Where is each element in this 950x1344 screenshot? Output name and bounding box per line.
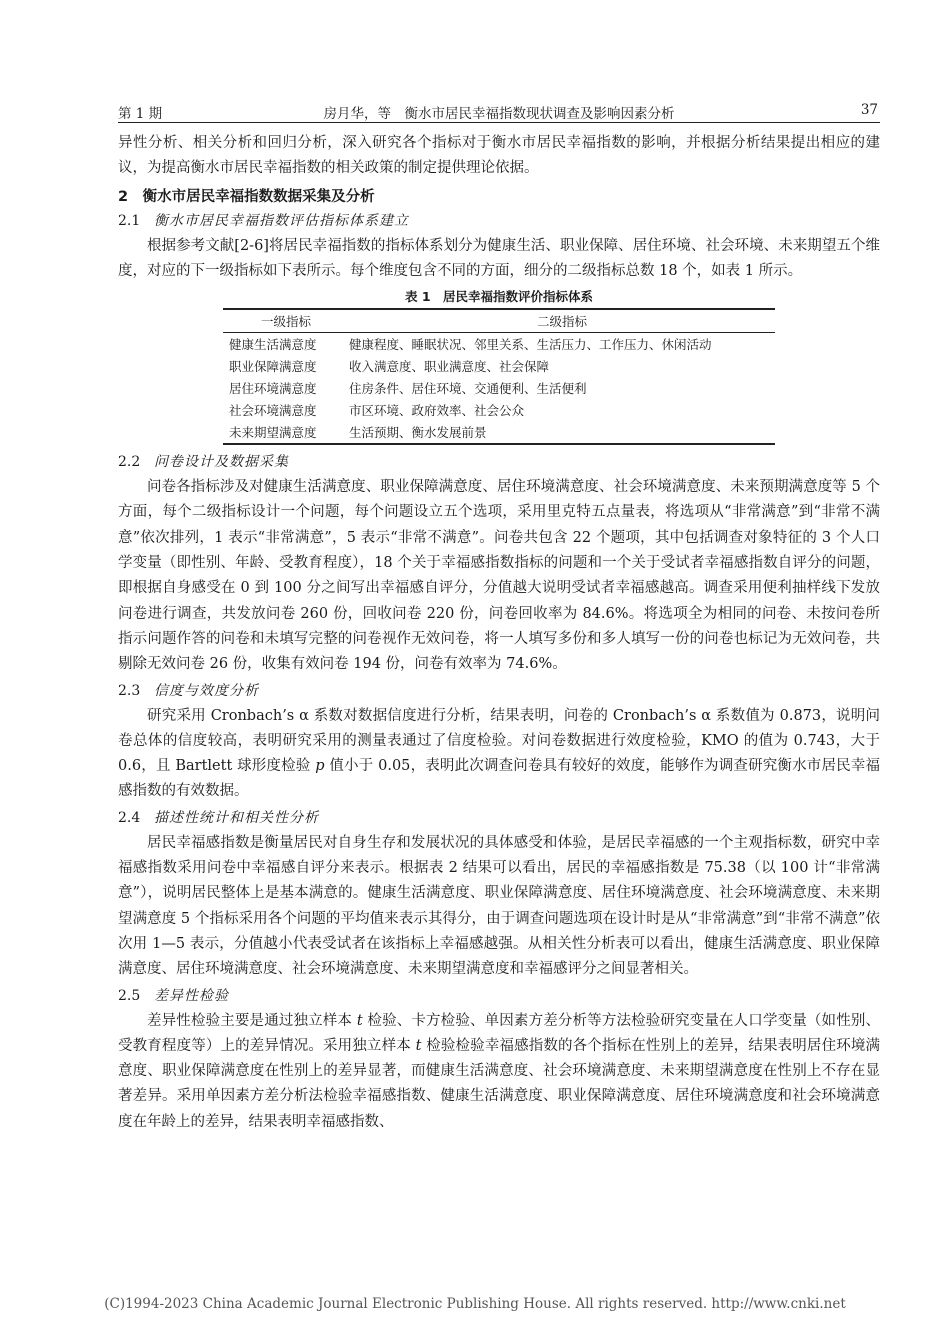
table-cell-level1: 未来期望满意度 — [229, 425, 317, 441]
text-run: 研究采用 Cronbach’s α 系数对数据信度进行分析，结果表明，问卷的 Cronbach’s α 系数值为 0.873，说明问卷总体的信度较高，表明研究采用的测量表通过了信度检验。对问卷数据进行效度检验，KMO 的值为 0.743，大于 0.6，且 Bartlett 球形度检验 — [118, 707, 880, 775]
section-2-3-paragraph — [118, 704, 880, 805]
table-header-level2: 二级指标 — [536, 314, 587, 330]
table-cell-level1: 职业保障满意度 — [229, 359, 317, 375]
section-2-3-heading — [118, 680, 880, 702]
table-cell-level1: 居住环境满意度 — [229, 381, 317, 397]
section-number: 2.5 — [118, 987, 141, 1004]
table-1-caption: 表 1 居民幸福指数评价指标体系 — [404, 289, 594, 305]
section-2-1-paragraph: 根据参考文献[2-6]将居民幸福指数的指标体系划分为健康生活、职业保障、居住环境、社会环境、未来期望五个维度，对应的下一级指标如下表所示。每个维度包含不同的方面，细分的二级指标总数 18 个，如表 1 所示。 — [118, 237, 880, 279]
section-2-2-heading — [118, 451, 880, 473]
table-cell-level2: 收入满意度、职业满意度、社会保障 — [349, 359, 550, 375]
copyright-footer: (C)1994-2023 China Academic Journal Electronic Publishing House. All rights reserved. http://www.cnki.net — [104, 1296, 846, 1312]
issue-number: 第 1 期 — [118, 106, 163, 122]
table-row — [223, 333, 775, 356]
section-number: 2.1 — [118, 212, 141, 229]
p-variable: p — [315, 758, 325, 775]
article-body — [118, 131, 880, 1135]
text-run: 值小于 0.05，表明此次调查问卷具有较好的效度，能够作为调查研究衡水市居民幸福感指数的有效数据。 — [118, 758, 880, 800]
section-title: 问卷设计及数据采集 — [154, 454, 289, 471]
t-variable: t — [415, 1037, 422, 1054]
table-cell-level2: 住房条件、居住环境、交通便利、生活便利 — [349, 381, 587, 397]
section-title: 衡水市居民幸福指数评估指标体系建立 — [154, 212, 409, 229]
section-number: 2.3 — [118, 682, 141, 699]
section-title: 差异性检验 — [154, 987, 229, 1004]
page-number: 37 — [860, 102, 878, 118]
table-cell-level1: 社会环境满意度 — [229, 403, 317, 419]
table-row — [223, 421, 775, 444]
section-number: 2.2 — [118, 454, 141, 471]
text-run: 检验、卡方检验、单因素方差分析等方法检验研究变量在人口学变量（如性别、受教育程度等）上的差异情况。采用独立样本 — [118, 1012, 880, 1054]
table-cell-level1: 健康生活满意度 — [229, 337, 317, 353]
intro-continuation: 异性分析、相关分析和回归分析，深入研究各个指标对于衡水市居民幸福指数的影响，并根据分析结果提出相应的建议，为提高衡水市居民幸福指数的相关政策的制定提供理论依据。 — [118, 135, 880, 177]
table-cell-level2: 生活预期、衡水发展前景 — [349, 425, 487, 441]
section-2-4-heading — [118, 807, 880, 829]
section-2-2-paragraph: 问卷各指标涉及对健康生活满意度、职业保障满意度、居住环境满意度、社会环境满意度、未来预期满意度等 5 个方面，每个二级指标设计一个问题，每个问题设立五个选项，采用里克特五点量表，将选项从“非常满意”到“非常不满意”依次排列，1 表示“非常满意”，5 表示“非常不满意”。问卷共包含 22 个题项，其中包括调查对象特征的 3 个人口学变量（即性别、年龄、受教育程度），18 个关于幸福感指数指标的问题和一个关于受试者幸福感指数自评分的问题，即根据自身感受在 0 到 100 分之间写出幸福感自评分，分值越大说明受试者幸福感越高。调查采用便利抽样线下发放问卷进行调查，共发放问卷 260 份，回收问卷 220 份，问卷回收率为 84.6%。将选项全为相同的问卷、未按问卷所指示问题作答的问卷和未填写完整的问卷视作无效问卷，将一人填写多份和多人填写一份的问卷也标记为无效问卷，共剔除无效问卷 26 份，收集有效问卷 194 份，问卷有效率为 74.6%。 — [118, 479, 880, 673]
section-2-5-paragraph — [118, 1009, 880, 1135]
table-header-level1: 一级指标 — [260, 314, 311, 330]
table-row — [223, 399, 775, 421]
text-run: 差异性检验主要是通过独立样本 — [147, 1012, 357, 1029]
table-row — [223, 355, 775, 377]
running-header — [118, 100, 880, 123]
running-title: 房月华，等 衡水市居民幸福指数现状调查及影响因素分析 — [323, 106, 675, 122]
section-title: 描述性统计和相关性分析 — [154, 809, 319, 826]
t-variable: t — [356, 1012, 363, 1029]
section-2-5-heading — [118, 985, 880, 1007]
section-title: 信度与效度分析 — [154, 682, 259, 699]
section-2-heading: 2 衡水市居民幸福指数数据采集及分析 — [118, 188, 375, 205]
section-2-1-heading — [118, 210, 880, 232]
text-run: 检验检验幸福感指数的各个指标在性别上的差异，结果表明居住环境满意度、职业保障满意度在性别上的差异显著，而健康生活满意度、社会环境满意度、未来期望满意度在性别上不存在显著差异。采用单因素方差分析法检验幸福感指数、健康生活满意度、职业保障满意度、居住环境满意度和社会环境满意度在年龄上的差异，结果表明幸福感指数、 — [118, 1037, 881, 1130]
table-row — [223, 377, 775, 399]
table-cell-level2: 市区环境、政府效率、社会公众 — [349, 403, 525, 419]
indicator-table — [223, 308, 775, 445]
section-number: 2.4 — [118, 809, 141, 826]
section-2-4-paragraph: 居民幸福感指数是衡量居民对自身生存和发展状况的具体感受和体验，是居民幸福感的一个主观指标数，研究中幸福感指数采用问卷中幸福感自评分来表示。根据表 2 结果可以看出，居民的幸福感指数是 75.38（以 100 计“非常满意”），说明居民整体上是基本满意的。健康生活满意度、职业保障满意度、居住环境满意度、社会环境满意度、未来期望满意度 5 个指标采用各个问题的平均值来表示其得分，由于调查问题选项在设计时是从“非常满意”到“非常不满意”依次用 1—5 表示，分值越小代表受试者在该指标上幸福感越强。从相关性分析表可以看出，健康生活满意度、职业保障满意度、居住环境满意度、社会环境满意度、未来期望满意度和幸福感评分之间显著相关。 — [118, 834, 880, 978]
table-cell-level2: 健康程度、睡眠状况、邻里关系、生活压力、工作压力、休闲活动 — [349, 337, 712, 353]
